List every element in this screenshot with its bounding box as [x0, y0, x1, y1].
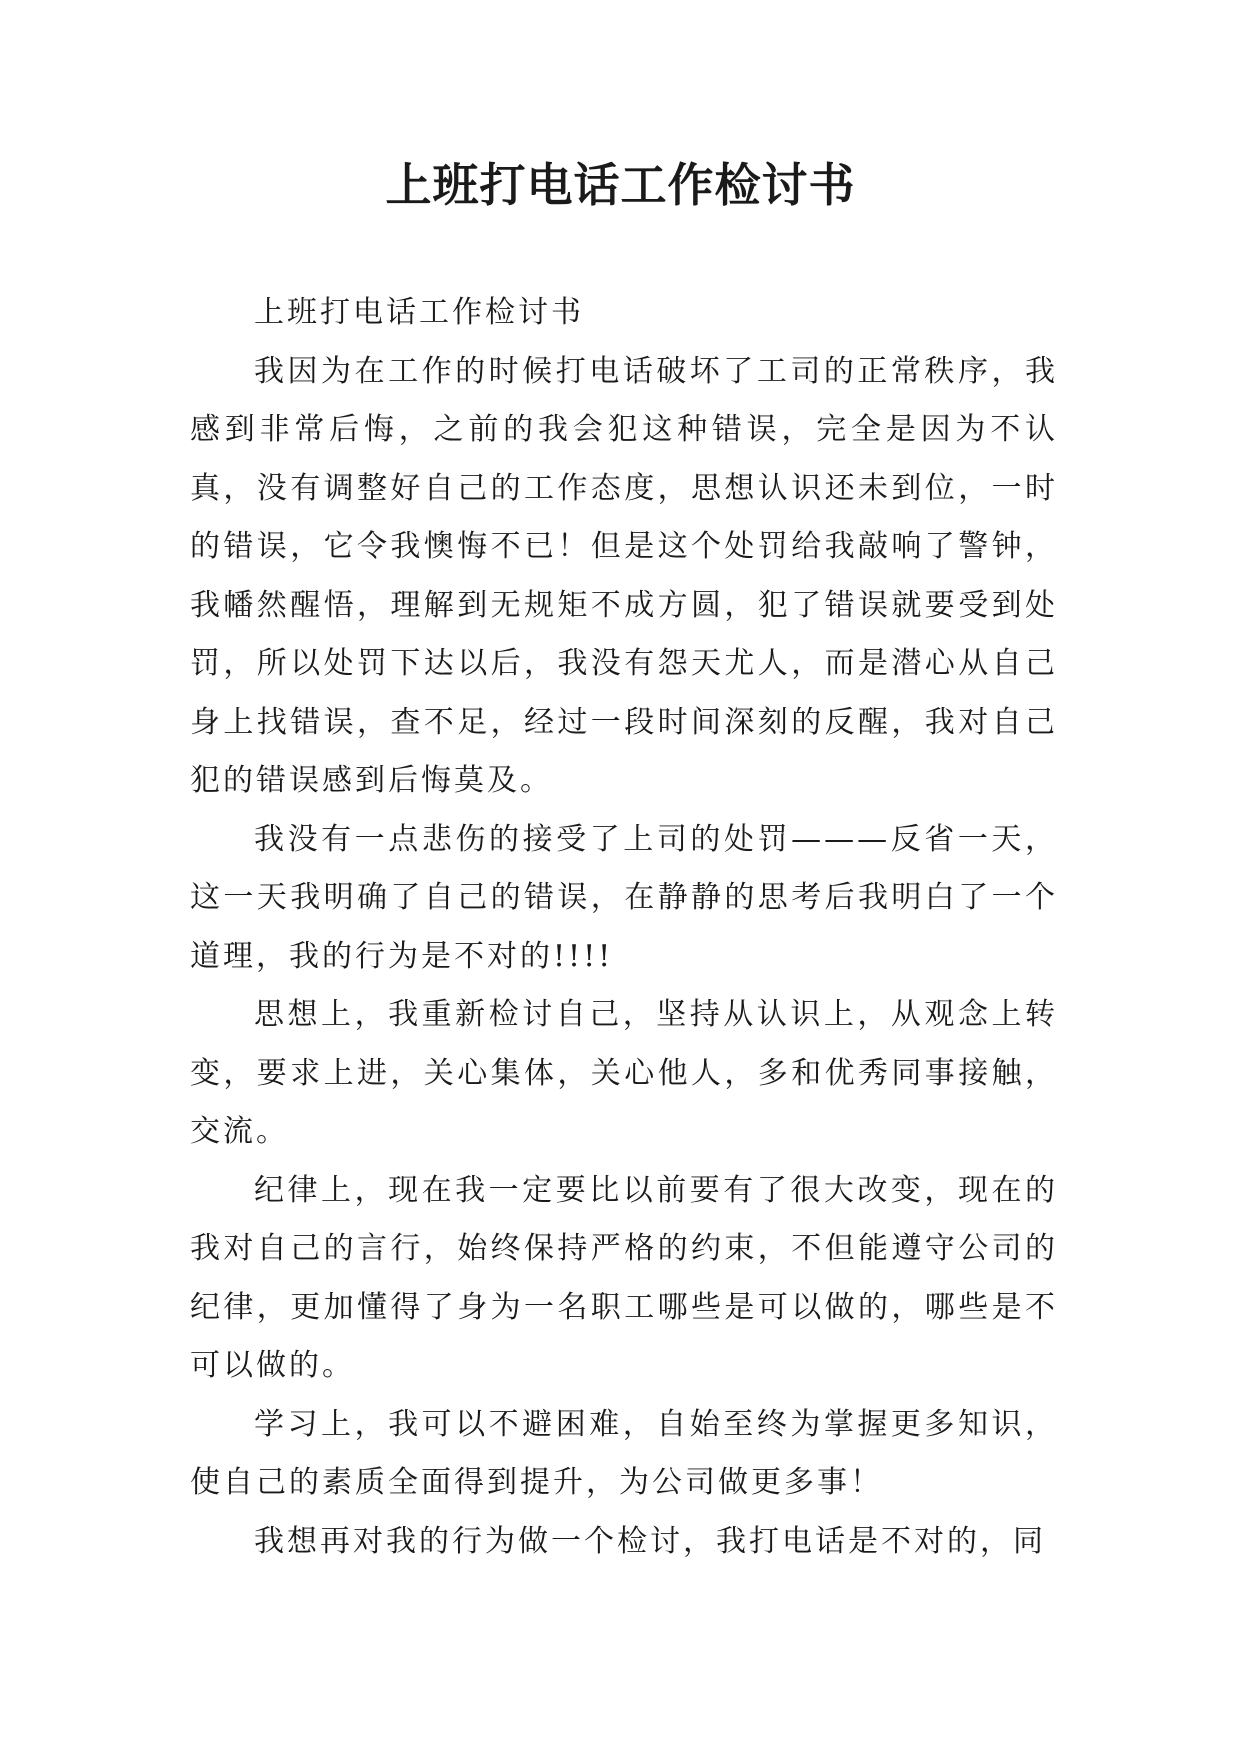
document-body — [190, 284, 1058, 1571]
paragraph-heading: 上班打电话工作检讨书 — [254, 295, 584, 330]
paragraph: 思想上，我重新检讨自己，坚持从认识上，从观念上转变，要求上进，关心集体，关心他人，多和优秀同事接触，交流。 — [190, 997, 1058, 1149]
paragraph: 我因为在工作的时候打电话破坏了工司的正常秩序，我感到非常后悔，之前的我会犯这种错误，完全是因为不认真，没有调整好自己的工作态度，思想认识还未到位，一时的错误，它令我懊悔不已！但是这个处罚给我敲响了警钟，我幡然醒悟，理解到无规矩不成方圆，犯了错误就要受到处罚，所以处罚下达以后，我没有怨天尤人，而是潜心从自己身上找错误，查不足，经过一段时间深刻的反醒，我对自己犯的错误感到后悔莫及。 — [190, 353, 1058, 798]
paragraph: 纪律上，现在我一定要比以前要有了很大改变，现在的我对自己的言行，始终保持严格的约束，不但能遵守公司的纪律，更加懂得了身为一名职工哪些是可以做的，哪些是不可以做的。 — [190, 1172, 1058, 1383]
document-title: 上班打电话工作检讨书 — [385, 158, 856, 212]
paragraph: 我想再对我的行为做一个检讨，我打电话是不对的，同 — [254, 1523, 1046, 1559]
paragraph: 我没有一点悲伤的接受了上司的处罚———反省一天，这一天我明确了自己的错误，在静静的思考后我明白了一个道理，我的行为是不对的!!!! — [190, 821, 1058, 974]
paragraph: 学习上，我可以不避困难，自始至终为掌握更多知识，使自己的素质全面得到提升，为公司做更多事！ — [190, 1406, 1058, 1500]
